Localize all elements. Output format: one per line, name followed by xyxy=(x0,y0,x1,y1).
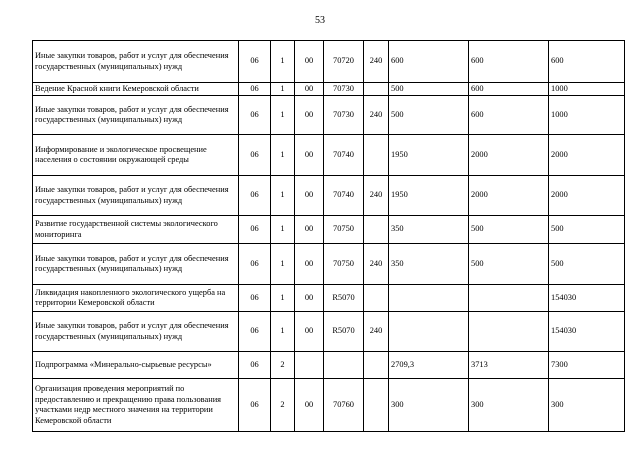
section-code: 06 xyxy=(239,312,271,352)
amount-year-2: 300 xyxy=(469,379,549,432)
amount-year-2: 500 xyxy=(469,244,549,285)
target-code: R5070 xyxy=(324,312,364,352)
amount-year-2 xyxy=(469,285,549,312)
amount-year-1: 300 xyxy=(389,379,469,432)
expense-type: 240 xyxy=(364,41,389,83)
group-code: 00 xyxy=(295,285,324,312)
expense-type: 240 xyxy=(364,96,389,135)
row-name: Иные закупки товаров, работ и услуг для обеспечения государственных (муниципальных) нужд xyxy=(33,41,239,83)
amount-year-2: 600 xyxy=(469,96,549,135)
table-row xyxy=(33,216,625,244)
target-code: 70730 xyxy=(324,83,364,96)
row-name: Подпрограмма «Минерально-сырьевые ресурсы» xyxy=(33,352,239,379)
amount-year-2 xyxy=(469,312,549,352)
budget-table xyxy=(32,40,625,432)
section-code: 06 xyxy=(239,285,271,312)
amount-year-1: 350 xyxy=(389,216,469,244)
amount-year-2: 600 xyxy=(469,83,549,96)
amount-year-3: 300 xyxy=(549,379,625,432)
target-code: 70740 xyxy=(324,135,364,176)
amount-year-3: 2000 xyxy=(549,135,625,176)
row-name: Ведение Красной книги Кемеровской области xyxy=(33,83,239,96)
amount-year-1 xyxy=(389,312,469,352)
subsection-code: 1 xyxy=(271,96,295,135)
amount-year-1: 500 xyxy=(389,96,469,135)
amount-year-3: 2000 xyxy=(549,176,625,216)
group-code: 00 xyxy=(295,83,324,96)
row-name: Иные закупки товаров, работ и услуг для обеспечения государственных (муниципальных) нужд xyxy=(33,312,239,352)
table-row xyxy=(33,135,625,176)
amount-year-1: 2709,3 xyxy=(389,352,469,379)
table-row xyxy=(33,244,625,285)
amount-year-2: 3713 xyxy=(469,352,549,379)
subsection-code: 2 xyxy=(271,352,295,379)
row-name: Иные закупки товаров, работ и услуг для обеспечения государственных (муниципальных) нужд xyxy=(33,176,239,216)
target-code: R5070 xyxy=(324,285,364,312)
target-code: 70740 xyxy=(324,176,364,216)
expense-type xyxy=(364,216,389,244)
amount-year-1 xyxy=(389,285,469,312)
group-code: 00 xyxy=(295,216,324,244)
table-row xyxy=(33,41,625,83)
budget-table-body xyxy=(33,41,625,432)
amount-year-3: 600 xyxy=(549,41,625,83)
amount-year-3: 1000 xyxy=(549,96,625,135)
table-row xyxy=(33,312,625,352)
subsection-code: 1 xyxy=(271,244,295,285)
target-code: 70750 xyxy=(324,216,364,244)
subsection-code: 1 xyxy=(271,216,295,244)
amount-year-2: 2000 xyxy=(469,176,549,216)
table-row xyxy=(33,379,625,432)
amount-year-2: 2000 xyxy=(469,135,549,176)
target-code: 70720 xyxy=(324,41,364,83)
group-code: 00 xyxy=(295,379,324,432)
amount-year-1: 350 xyxy=(389,244,469,285)
section-code: 06 xyxy=(239,96,271,135)
subsection-code: 1 xyxy=(271,41,295,83)
section-code: 06 xyxy=(239,216,271,244)
amount-year-3: 500 xyxy=(549,244,625,285)
amount-year-3: 500 xyxy=(549,216,625,244)
page-number: 53 xyxy=(315,15,325,26)
subsection-code: 1 xyxy=(271,135,295,176)
amount-year-1: 600 xyxy=(389,41,469,83)
row-name: Иные закупки товаров, работ и услуг для обеспечения государственных (муниципальных) нужд xyxy=(33,96,239,135)
amount-year-1: 1950 xyxy=(389,135,469,176)
expense-type xyxy=(364,352,389,379)
expense-type: 240 xyxy=(364,176,389,216)
section-code: 06 xyxy=(239,176,271,216)
expense-type: 240 xyxy=(364,244,389,285)
subsection-code: 1 xyxy=(271,312,295,352)
subsection-code: 2 xyxy=(271,379,295,432)
row-name: Развитие государственной системы экологического мониторинга xyxy=(33,216,239,244)
section-code: 06 xyxy=(239,352,271,379)
amount-year-2: 500 xyxy=(469,216,549,244)
target-code: 70760 xyxy=(324,379,364,432)
group-code xyxy=(295,352,324,379)
group-code: 00 xyxy=(295,312,324,352)
subsection-code: 1 xyxy=(271,285,295,312)
amount-year-3: 154030 xyxy=(549,285,625,312)
section-code: 06 xyxy=(239,379,271,432)
group-code: 00 xyxy=(295,135,324,176)
expense-type xyxy=(364,285,389,312)
amount-year-3: 1000 xyxy=(549,83,625,96)
group-code: 00 xyxy=(295,176,324,216)
expense-type xyxy=(364,83,389,96)
table-row xyxy=(33,285,625,312)
row-name: Ликвидация накопленного экологического ущерба на территории Кемеровской области xyxy=(33,285,239,312)
section-code: 06 xyxy=(239,83,271,96)
target-code: 70730 xyxy=(324,96,364,135)
subsection-code: 1 xyxy=(271,176,295,216)
section-code: 06 xyxy=(239,244,271,285)
expense-type xyxy=(364,379,389,432)
target-code: 70750 xyxy=(324,244,364,285)
amount-year-3: 7300 xyxy=(549,352,625,379)
target-code xyxy=(324,352,364,379)
table-row xyxy=(33,352,625,379)
table-row xyxy=(33,176,625,216)
group-code: 00 xyxy=(295,41,324,83)
table-row xyxy=(33,96,625,135)
amount-year-2: 600 xyxy=(469,41,549,83)
subsection-code: 1 xyxy=(271,83,295,96)
amount-year-1: 1950 xyxy=(389,176,469,216)
table-row xyxy=(33,83,625,96)
amount-year-3: 154030 xyxy=(549,312,625,352)
amount-year-1: 500 xyxy=(389,83,469,96)
expense-type xyxy=(364,135,389,176)
group-code: 00 xyxy=(295,244,324,285)
expense-type: 240 xyxy=(364,312,389,352)
row-name: Иные закупки товаров, работ и услуг для обеспечения государственных (муниципальных) нужд xyxy=(33,244,239,285)
section-code: 06 xyxy=(239,135,271,176)
group-code: 00 xyxy=(295,96,324,135)
row-name: Организация проведения мероприятий по предоставлению и прекращению права пользования участками недр местного значения на территории Кемеровской области xyxy=(33,379,239,432)
row-name: Информирование и экологическое просвещение населения о состоянии окружающей среды xyxy=(33,135,239,176)
section-code: 06 xyxy=(239,41,271,83)
